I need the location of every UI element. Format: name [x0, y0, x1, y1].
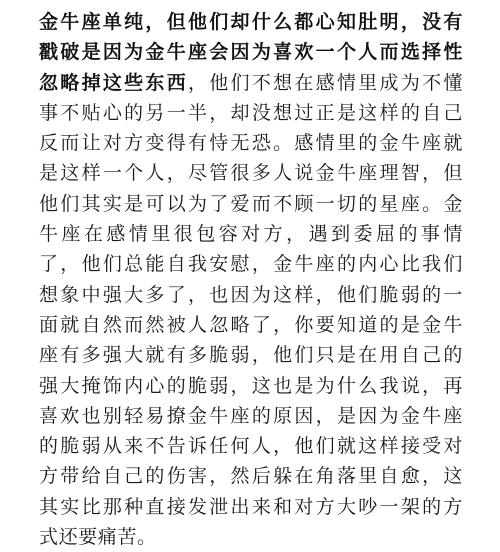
paragraph-line: 方带给自己的伤害，然后躲在角落里自愈，这 [39, 465, 463, 488]
paragraph-line: 金牛座单纯，但他们却什么都心知肚明，没有 [39, 11, 463, 33]
paragraph-line [39, 68, 463, 98]
paragraph-line: 了，他们总能自我安慰，金牛座的内心比我们 [39, 253, 463, 276]
paragraph-line: 牛座在感情里很包容对方，遇到委屈的事情 [39, 223, 463, 246]
paragraph-line: 式还要痛苦。 [39, 526, 157, 549]
paragraph-line: 其实比那种直接发泄出来和对方大吵一架的方 [39, 495, 463, 518]
paragraph-line: 喜欢也别轻易撩金牛座的原因，是因为金牛座 [39, 404, 463, 427]
paragraph-line: 反而让对方变得有恃无恐。感情里的金牛座就 [39, 132, 463, 155]
paragraph-line: 是这样一个人，尽管很多人说金牛座理智，但 [39, 162, 463, 185]
article-body [39, 7, 463, 552]
paragraph-line: 强大掩饰内心的脆弱，这也是为什么我说，再 [39, 374, 463, 397]
paragraph-line: 想象中强大多了，也因为这样，他们脆弱的一 [39, 283, 463, 306]
paragraph-line: 他们其实是可以为了爱而不顾一切的星座。金 [39, 192, 463, 215]
regular-phrase: ，他们不想在感情里成为不懂 [187, 71, 463, 94]
paragraph-line: 戳破是因为金牛座会因为喜欢一个人而选择性 [39, 41, 463, 64]
paragraph-line: 事不贴心的另一半，却没想过正是这样的自己 [39, 101, 463, 124]
paragraph-line: 面就自然而然被人忽略了，你要知道的是金牛 [39, 313, 463, 336]
paragraph-line: 的脆弱从来不告诉任何人，他们就这样接受对 [39, 435, 463, 458]
bold-phrase: 忽略掉这些东西 [39, 71, 188, 94]
paragraph-line: 座有多强大就有多脆弱，他们只是在用自己的 [39, 344, 463, 367]
